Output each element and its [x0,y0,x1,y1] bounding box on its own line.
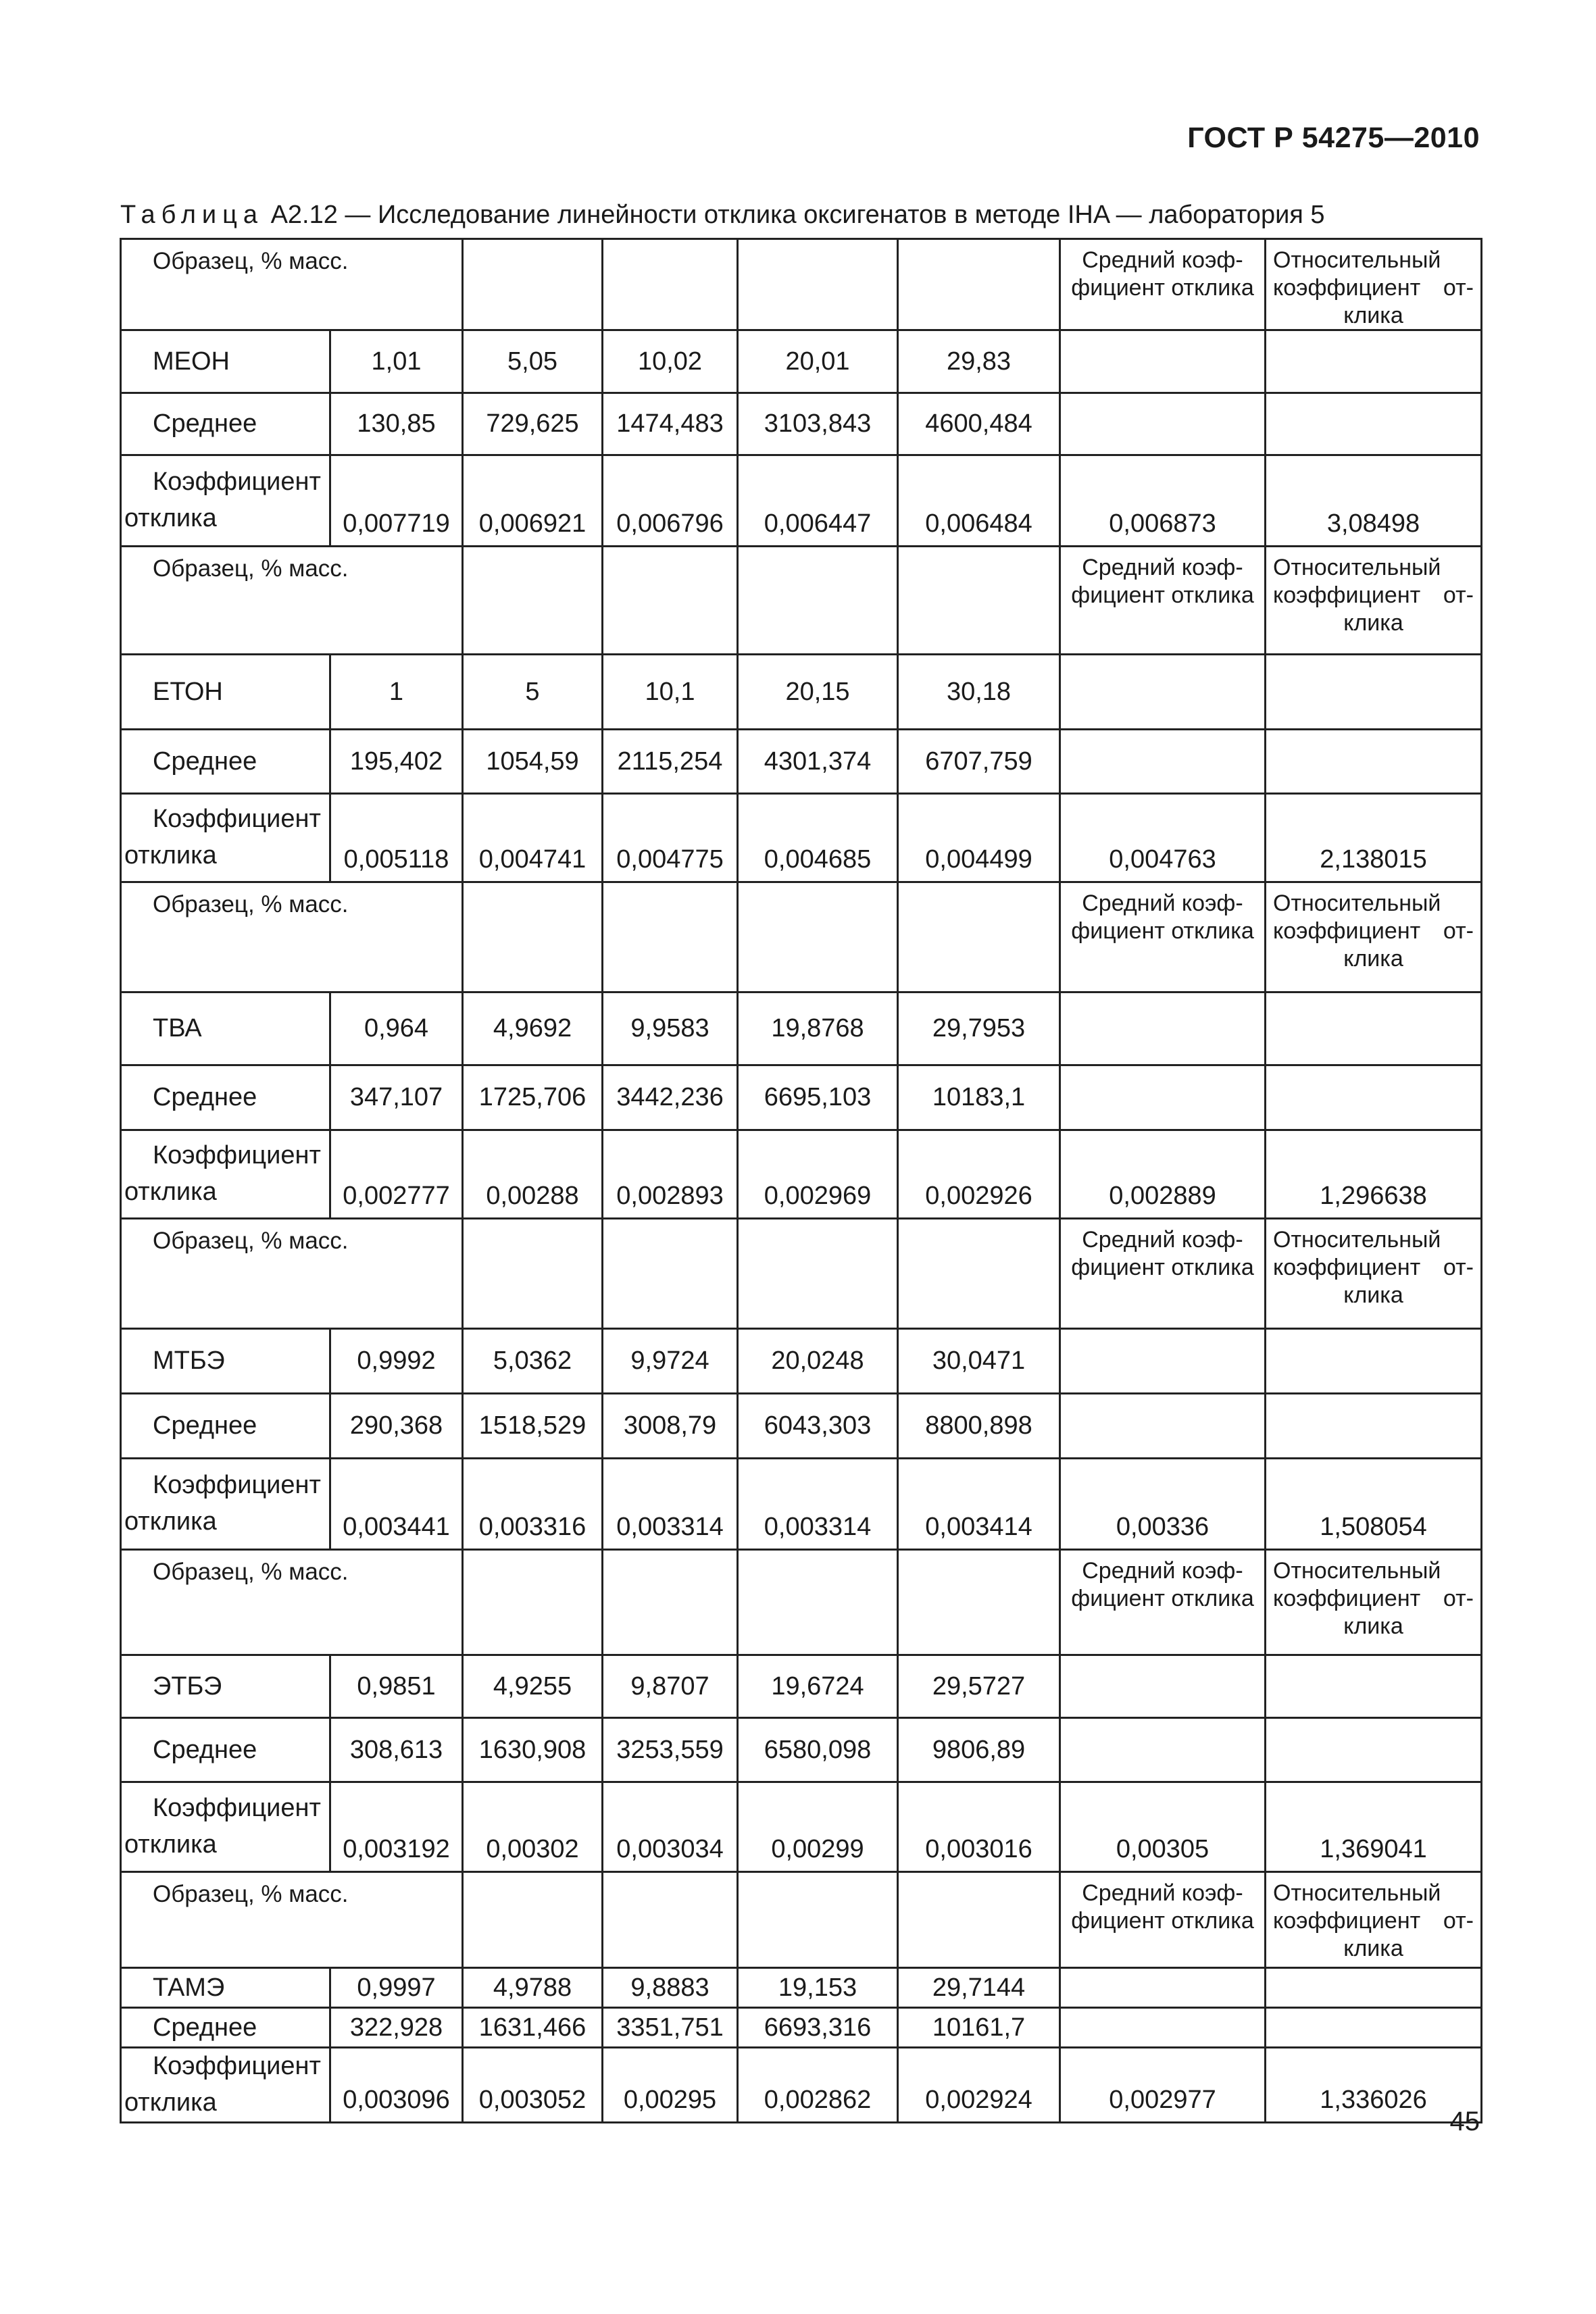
mean-value-cell: 3103,843 [738,393,898,455]
coef-value-cell: 0,003314 [738,1459,898,1550]
coef-value-cell: 0,004685 [738,794,898,882]
table-row [121,1782,1482,1872]
coef-label-line1: Коэффициент [153,1471,321,1500]
coef-value-cell: 0,003016 [898,1782,1060,1872]
mean-label-cell: Среднее [121,2008,330,2048]
coef-label-line2: отклика [124,841,217,870]
mean-value-cell: 729,625 [463,393,603,455]
empty-cell [1266,1329,1482,1394]
mean-value-cell: 2115,254 [603,730,738,794]
empty-cell [1266,1065,1482,1130]
mean-value-cell: 195,402 [330,730,463,794]
concentration-cell: 29,5727 [898,1655,1060,1718]
empty-cell [898,882,1060,992]
empty-cell [1060,992,1266,1065]
mean-value-cell: 6693,316 [738,2008,898,2048]
coef-value-cell: 0,003314 [603,1459,738,1550]
empty-cell [1266,1718,1482,1782]
empty-cell [1060,1968,1266,2008]
coef-label-line2: отклика [124,1830,217,1859]
coef-value-cell: 0,003192 [330,1782,463,1872]
empty-cell [1266,2008,1482,2048]
empty-cell [738,547,898,655]
concentration-cell: 5,05 [463,330,603,393]
compound-name-cell: ТАМЭ [121,1968,330,2008]
concentration-cell: 29,7953 [898,992,1060,1065]
coef-value-cell: 0,00288 [463,1130,603,1219]
coef-value-cell: 0,006484 [898,455,1060,547]
rel-coef-value-cell: 1,369041 [1266,1782,1482,1872]
rel-coef-value-cell: 2,138015 [1266,794,1482,882]
coef-label-line1: Коэффициент [153,2052,321,2081]
sample-label-cell: Образец, % масс. [121,1550,463,1655]
avg-coef-value-cell: 0,004763 [1060,794,1266,882]
concentration-cell: 4,9788 [463,1968,603,2008]
mean-value-cell: 290,368 [330,1394,463,1459]
concentration-cell: 29,7144 [898,1968,1060,2008]
concentration-cell: 20,15 [738,655,898,730]
mean-value-cell: 10183,1 [898,1065,1060,1130]
empty-cell [463,882,603,992]
coef-value-cell: 0,00295 [603,2048,738,2123]
empty-cell [898,1219,1060,1329]
concentration-cell: 5,0362 [463,1329,603,1394]
empty-cell [1266,730,1482,794]
empty-cell [463,1872,603,1968]
empty-cell [738,1550,898,1655]
empty-cell [898,1550,1060,1655]
sample-label-cell: Образец, % масс. [121,1219,463,1329]
mean-value-cell: 6695,103 [738,1065,898,1130]
table-row [121,794,1482,882]
concentration-cell: 0,964 [330,992,463,1065]
empty-cell [603,547,738,655]
concentration-cell: 19,8768 [738,992,898,1065]
mean-value-cell: 1054,59 [463,730,603,794]
avg-coef-value-cell: 0,00305 [1060,1782,1266,1872]
coef-label-line2: отклика [124,1178,217,1207]
empty-cell [738,239,898,330]
caption-text: А2.12 — Исследование линейности отклика оксигенатов в методе IHA — лаборатория 5 [270,201,1325,229]
avg-coef-header: Средний коэф-фициент отклика [1060,1872,1266,1968]
avg-coef-header: Средний коэф-фициент отклика [1060,547,1266,655]
empty-cell [463,547,603,655]
coef-value-cell: 0,002862 [738,2048,898,2123]
mean-value-cell: 3442,236 [603,1065,738,1130]
coef-value-cell: 0,00299 [738,1782,898,1872]
table-row [121,455,1482,547]
empty-cell [463,1550,603,1655]
table-row [121,1394,1482,1459]
page-number: 45 [1449,2107,1480,2136]
empty-cell [463,1219,603,1329]
avg-coef-header: Средний коэф-фициент отклика [1060,882,1266,992]
empty-cell [1060,1655,1266,1718]
mean-value-cell: 322,928 [330,2008,463,2048]
concentration-cell: 10,1 [603,655,738,730]
sample-label-cell: Образец, % масс. [121,547,463,655]
table-row [121,882,1482,992]
mean-value-cell: 1725,706 [463,1065,603,1130]
compound-name-cell: МЕОН [121,330,330,393]
empty-cell [898,547,1060,655]
table-row [121,393,1482,455]
empty-cell [603,239,738,330]
table-row [121,1065,1482,1130]
coef-label-cell [121,1130,330,1219]
concentration-cell: 30,18 [898,655,1060,730]
concentration-cell: 9,8883 [603,1968,738,2008]
concentration-cell: 0,9997 [330,1968,463,2008]
sample-label-cell: Образец, % масс. [121,239,463,330]
caption-label: Таблица [120,201,264,229]
mean-value-cell: 1518,529 [463,1394,603,1459]
mean-value-cell: 9806,89 [898,1718,1060,1782]
compound-name-cell: МТБЭ [121,1329,330,1394]
coef-label-line1: Коэффициент [153,1794,321,1823]
rel-coef-value-cell: 1,336026 [1266,2048,1482,2123]
empty-cell [603,1872,738,1968]
compound-name-cell: ЕТОН [121,655,330,730]
coef-value-cell: 0,003316 [463,1459,603,1550]
concentration-cell: 29,83 [898,330,1060,393]
table-row [121,1329,1482,1394]
table-row [121,1459,1482,1550]
empty-cell [1060,655,1266,730]
rel-coef-header: Относительный коэффициент от-клика [1266,882,1482,992]
empty-cell [1060,1718,1266,1782]
coef-label-line2: отклика [124,1507,217,1536]
empty-cell [603,1219,738,1329]
coef-value-cell: 0,002893 [603,1130,738,1219]
mean-value-cell: 130,85 [330,393,463,455]
empty-cell [1060,330,1266,393]
empty-cell [1060,1065,1266,1130]
avg-coef-header: Средний коэф-фициент отклика [1060,1219,1266,1329]
table-row [121,2048,1482,2123]
rel-coef-header: Относительный коэффициент от-клика [1266,547,1482,655]
coef-label-line1: Коэффициент [153,468,321,497]
coef-value-cell: 0,004775 [603,794,738,882]
coef-label-cell [121,1459,330,1550]
empty-cell [603,882,738,992]
empty-cell [1060,2008,1266,2048]
mean-value-cell: 1630,908 [463,1718,603,1782]
mean-value-cell: 4600,484 [898,393,1060,455]
concentration-cell: 1 [330,655,463,730]
coef-value-cell: 0,003096 [330,2048,463,2123]
coef-value-cell: 0,00302 [463,1782,603,1872]
coef-label-cell [121,794,330,882]
concentration-cell: 0,9851 [330,1655,463,1718]
concentration-cell: 19,153 [738,1968,898,2008]
coef-label-line2: отклика [124,504,217,533]
coef-value-cell: 0,002926 [898,1130,1060,1219]
empty-cell [1266,1968,1482,2008]
mean-value-cell: 3351,751 [603,2008,738,2048]
coef-value-cell: 0,004499 [898,794,1060,882]
mean-value-cell: 1631,466 [463,2008,603,2048]
concentration-cell: 4,9692 [463,992,603,1065]
coef-value-cell: 0,002924 [898,2048,1060,2123]
table-row [121,1718,1482,1782]
sample-label-cell: Образец, % масс. [121,882,463,992]
empty-cell [1060,1329,1266,1394]
coef-value-cell: 0,003414 [898,1459,1060,1550]
concentration-cell: 30,0471 [898,1329,1060,1394]
linearity-table [120,238,1482,2123]
concentration-cell: 19,6724 [738,1655,898,1718]
rel-coef-header: Относительный коэффициент от-клика [1266,1550,1482,1655]
avg-coef-header: Средний коэф-фициент отклика [1060,239,1266,330]
empty-cell [1060,1394,1266,1459]
coef-label-line1: Коэффициент [153,1141,321,1170]
rel-coef-value-cell: 1,508054 [1266,1459,1482,1550]
avg-coef-value-cell: 0,002889 [1060,1130,1266,1219]
concentration-cell: 5 [463,655,603,730]
empty-cell [603,1550,738,1655]
mean-value-cell: 6580,098 [738,1718,898,1782]
concentration-cell: 9,9724 [603,1329,738,1394]
concentration-cell: 20,0248 [738,1329,898,1394]
coef-label-line1: Коэффициент [153,805,321,834]
mean-value-cell: 8800,898 [898,1394,1060,1459]
compound-name-cell: ЭТБЭ [121,1655,330,1718]
coef-value-cell: 0,005118 [330,794,463,882]
empty-cell [738,1219,898,1329]
empty-cell [1266,1655,1482,1718]
mean-label-cell: Среднее [121,1065,330,1130]
concentration-cell: 4,9255 [463,1655,603,1718]
empty-cell [1266,655,1482,730]
mean-label-cell: Среднее [121,1394,330,1459]
coef-value-cell: 0,007719 [330,455,463,547]
coef-value-cell: 0,002969 [738,1130,898,1219]
table-row [121,730,1482,794]
mean-value-cell: 3253,559 [603,1718,738,1782]
rel-coef-value-cell: 3,08498 [1266,455,1482,547]
table-row [121,1872,1482,1968]
coef-label-cell [121,1782,330,1872]
empty-cell [463,239,603,330]
mean-value-cell: 10161,7 [898,2008,1060,2048]
concentration-cell: 9,9583 [603,992,738,1065]
avg-coef-value-cell: 0,00336 [1060,1459,1266,1550]
mean-label-cell: Среднее [121,1718,330,1782]
avg-coef-value-cell: 0,006873 [1060,455,1266,547]
coef-label-cell [121,455,330,547]
mean-value-cell: 347,107 [330,1065,463,1130]
standard-code: ГОСТ Р 54275—2010 [1187,122,1480,154]
table-row [121,1968,1482,2008]
concentration-cell: 9,8707 [603,1655,738,1718]
mean-value-cell: 308,613 [330,1718,463,1782]
coef-label-cell [121,2048,330,2123]
empty-cell [1266,1394,1482,1459]
coef-value-cell: 0,003052 [463,2048,603,2123]
table-row [121,2008,1482,2048]
empty-cell [1060,730,1266,794]
mean-label-cell: Среднее [121,730,330,794]
empty-cell [738,1872,898,1968]
rel-coef-header: Относительный коэффициент от-клика [1266,239,1482,330]
concentration-cell: 20,01 [738,330,898,393]
table-row [121,992,1482,1065]
empty-cell [1266,992,1482,1065]
rel-coef-header: Относительный коэффициент от-клика [1266,1872,1482,1968]
table-row [121,655,1482,730]
concentration-cell: 0,9992 [330,1329,463,1394]
empty-cell [1266,393,1482,455]
mean-value-cell: 4301,374 [738,730,898,794]
avg-coef-header: Средний коэф-фициент отклика [1060,1550,1266,1655]
mean-label-cell: Среднее [121,393,330,455]
mean-value-cell: 1474,483 [603,393,738,455]
coef-value-cell: 0,004741 [463,794,603,882]
table-row [121,1130,1482,1219]
table-row [121,239,1482,330]
table-row [121,1655,1482,1718]
coef-value-cell: 0,003441 [330,1459,463,1550]
coef-value-cell: 0,006921 [463,455,603,547]
mean-value-cell: 6043,303 [738,1394,898,1459]
coef-value-cell: 0,003034 [603,1782,738,1872]
empty-cell [898,1872,1060,1968]
mean-value-cell: 3008,79 [603,1394,738,1459]
rel-coef-value-cell: 1,296638 [1266,1130,1482,1219]
table-row [121,1219,1482,1329]
empty-cell [898,239,1060,330]
coef-value-cell: 0,006796 [603,455,738,547]
empty-cell [738,882,898,992]
coef-value-cell: 0,002777 [330,1130,463,1219]
concentration-cell: 10,02 [603,330,738,393]
table-row [121,547,1482,655]
coef-label-line2: отклика [124,2088,217,2117]
table-row [121,1550,1482,1655]
compound-name-cell: ТВА [121,992,330,1065]
empty-cell [1266,330,1482,393]
concentration-cell: 1,01 [330,330,463,393]
rel-coef-header: Относительный коэффициент от-клика [1266,1219,1482,1329]
table-row [121,330,1482,393]
sample-label-cell: Образец, % масс. [121,1872,463,1968]
table-caption [120,201,1325,230]
avg-coef-value-cell: 0,002977 [1060,2048,1266,2123]
empty-cell [1060,393,1266,455]
coef-value-cell: 0,006447 [738,455,898,547]
mean-value-cell: 6707,759 [898,730,1060,794]
